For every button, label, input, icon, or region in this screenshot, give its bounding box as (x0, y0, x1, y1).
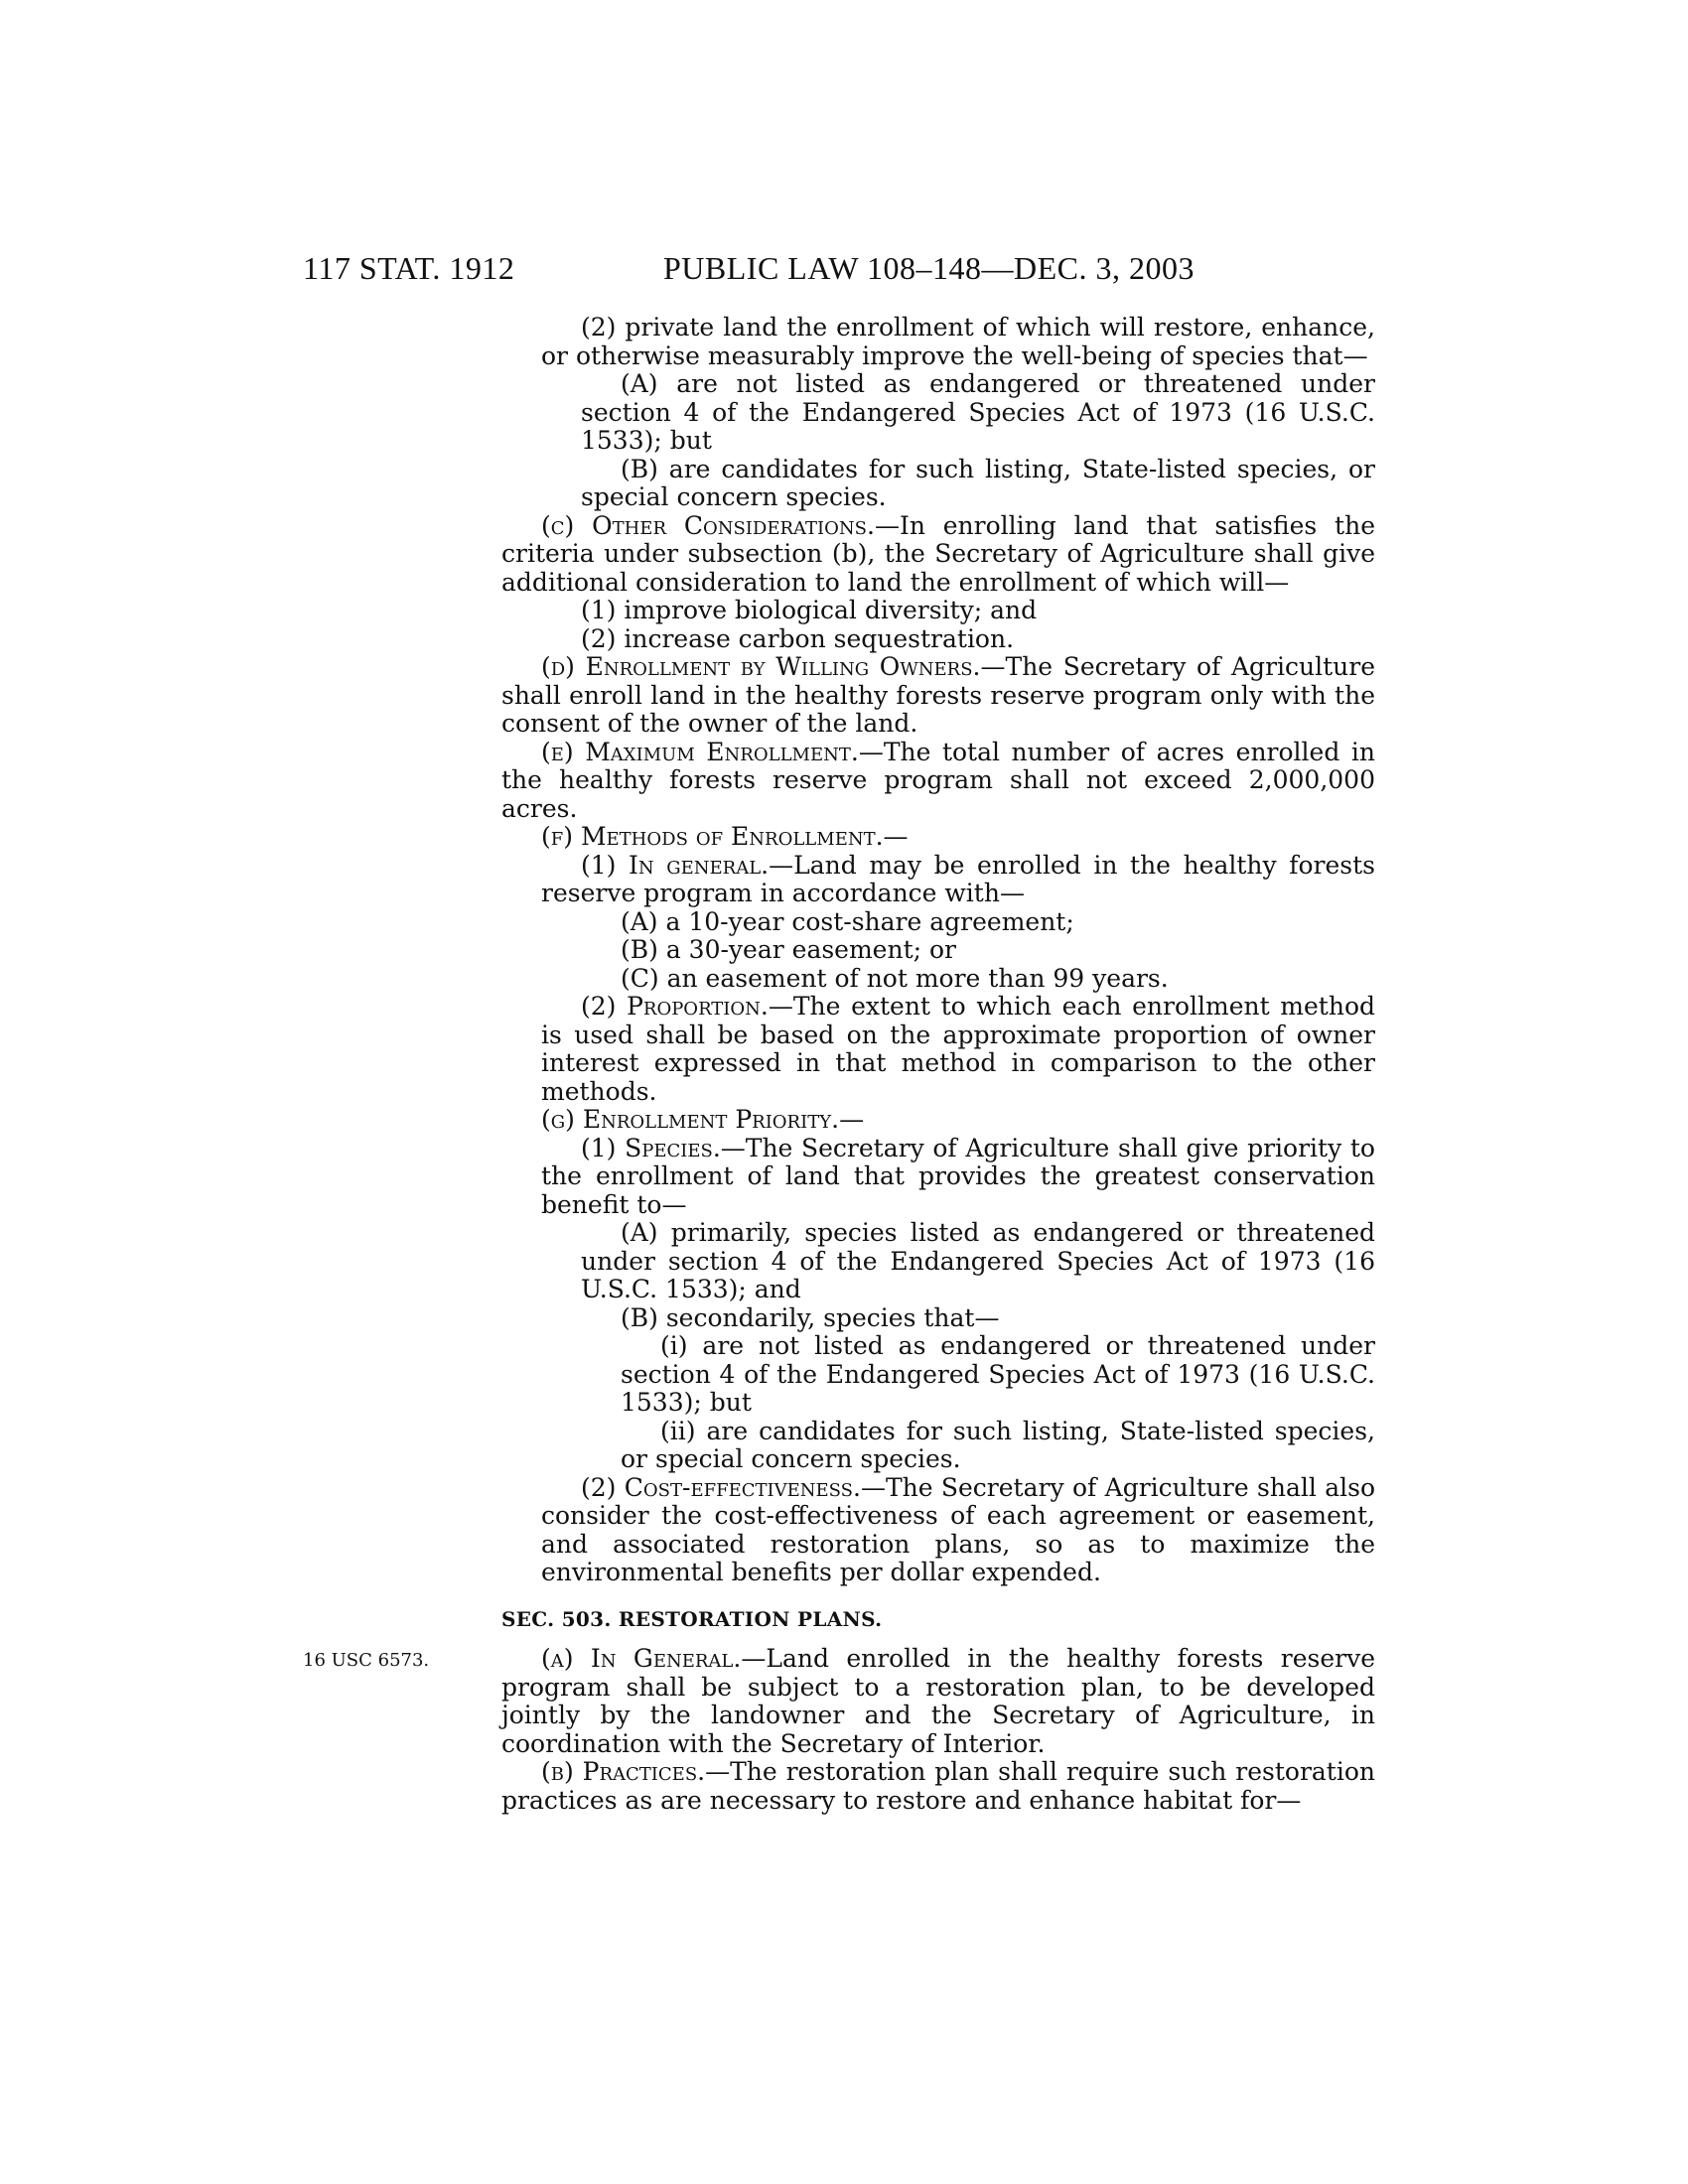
paragraph (501, 512, 1375, 598)
paragraph (501, 597, 1375, 625)
paragraph-heading: (a) In General. (541, 1644, 742, 1673)
paragraph-text: — (839, 1105, 865, 1134)
paragraph (501, 993, 1375, 1106)
paragraph (501, 1418, 1375, 1474)
paragraph (501, 936, 1375, 965)
stat-reference: 117 STAT. 1912 (303, 250, 515, 286)
paragraph-heading: (c) Other Considerations. (541, 510, 875, 540)
paragraph (501, 739, 1375, 824)
paragraph-heading: (d) Enrollment by Willing Owners. (541, 652, 981, 681)
paragraph (501, 1645, 1375, 1758)
paragraph-list (501, 314, 1375, 1587)
paragraph-text: —The Secretary of Agriculture shall also consider the cost-effectiveness of each agreement or easement, and associated restoration plans, so as to maximize the environmental benefits per dollar expended. (541, 1472, 1376, 1586)
paragraph-text: (ii) are candidates for such listing, State-listed species, or special concern species. (621, 1416, 1375, 1473)
paragraph-text: (A) are not listed as endangered or threatened under section 4 of the Endangered Species Act of 1973 (16 U.S.C. 1533); but (581, 369, 1375, 455)
usc-margin-note: 16 USC 6573. (303, 1650, 430, 1671)
paragraph (501, 625, 1375, 654)
section-paragraph-list (501, 1645, 1375, 1815)
paragraph-text: —In enrolling land that satisfies the criteria under subsection (b), the Secretary of Agriculture shall give additional consideration to land the enrollment of which will— (501, 510, 1376, 597)
paragraph-text: (i) are not listed as endangered or threatened under section 4 of the Endangered Species Act of 1973 (16 U.S.C. 1533); but (621, 1331, 1375, 1417)
paragraph (501, 370, 1375, 456)
paragraph (501, 1758, 1375, 1815)
paragraph (501, 965, 1375, 994)
paragraph (501, 456, 1375, 512)
paragraph-text: (C) an easement of not more than 99 years. (621, 963, 1169, 993)
public-law-title: PUBLIC LAW 108–148—DEC. 3, 2003 (663, 250, 1196, 286)
paragraph (501, 1304, 1375, 1333)
paragraph-heading: (2) Proportion. (581, 992, 769, 1021)
paragraph-heading: (1) In general. (581, 850, 770, 880)
paragraph (501, 1219, 1375, 1304)
paragraph-text: (A) a 10-year cost-share agreement; (621, 906, 1074, 936)
paragraph-text: (2) increase carbon sequestration. (581, 623, 1015, 653)
paragraph-heading: (b) Practices. (541, 1757, 706, 1786)
document-body (501, 314, 1375, 1815)
paragraph (501, 314, 1375, 370)
paragraph-text: —The Secretary of Agriculture shall enroll land in the healthy forests reserve program only with the consent of the owner of the land. (501, 652, 1376, 738)
paragraph (501, 908, 1375, 937)
paragraph (501, 823, 1375, 852)
paragraph (501, 1135, 1375, 1220)
paragraph (501, 1106, 1375, 1135)
paragraph-heading: (1) Species. (581, 1133, 721, 1162)
paragraph-text: —The extent to which each enrollment method is used shall be based on the approximate proportion of owner interest expressed in that method in comparison to the other methods. (541, 992, 1375, 1106)
paragraph (501, 1332, 1375, 1418)
paragraph-text: —Land enrolled in the healthy forests reserve program shall be subject to a restoration plan, to be developed jointly by the landowner and the Secretary of Agriculture, in coordination with the Secretary of Interior. (501, 1644, 1375, 1758)
paragraph-heading: (e) Maximum Enrollment. (541, 737, 859, 766)
paragraph-text: (A) primarily, species listed as endangered or threatened under section 4 of the Endangered Species Act of 1973 (16 U.S.C. 1533); and (581, 1218, 1375, 1303)
paragraph-heading: (2) Cost-effectiveness. (581, 1472, 861, 1502)
paragraph-text: —The Secretary of Agriculture shall give priority to the enrollment of land that provides the greatest conservation benefit to— (541, 1133, 1375, 1219)
paragraph (501, 852, 1375, 908)
paragraph-text: (B) a 30-year easement; or (621, 935, 957, 964)
paragraph-text: (2) private land the enrollment of which will restore, enhance, or otherwise measurably improve the well-being of species that— (541, 313, 1375, 370)
paragraph-text: (1) improve biological diversity; and (581, 596, 1038, 624)
section-heading: SEC. 503. RESTORATION PLANS. (501, 1606, 883, 1631)
paragraph-text: (B) are candidates for such listing, State-listed species, or special concern species. (581, 454, 1375, 511)
paragraph-text: —The restoration plan shall require such restoration practices as are necessary to restore and enhance habitat for— (501, 1757, 1375, 1815)
paragraph (501, 653, 1375, 739)
paragraph (501, 1474, 1375, 1587)
paragraph-text: —Land may be enrolled in the healthy forests reserve program in accordance with— (541, 850, 1375, 907)
paragraph-heading: (f) Methods of Enrollment. (541, 822, 884, 851)
paragraph-text: — (883, 822, 909, 851)
paragraph-text: —The total number of acres enrolled in the healthy forests reserve program shall not exceed 2,000,000 acres. (501, 737, 1375, 823)
paragraph-heading: (g) Enrollment Priority. (541, 1105, 840, 1134)
paragraph-text: (B) secondarily, species that— (621, 1302, 1000, 1332)
